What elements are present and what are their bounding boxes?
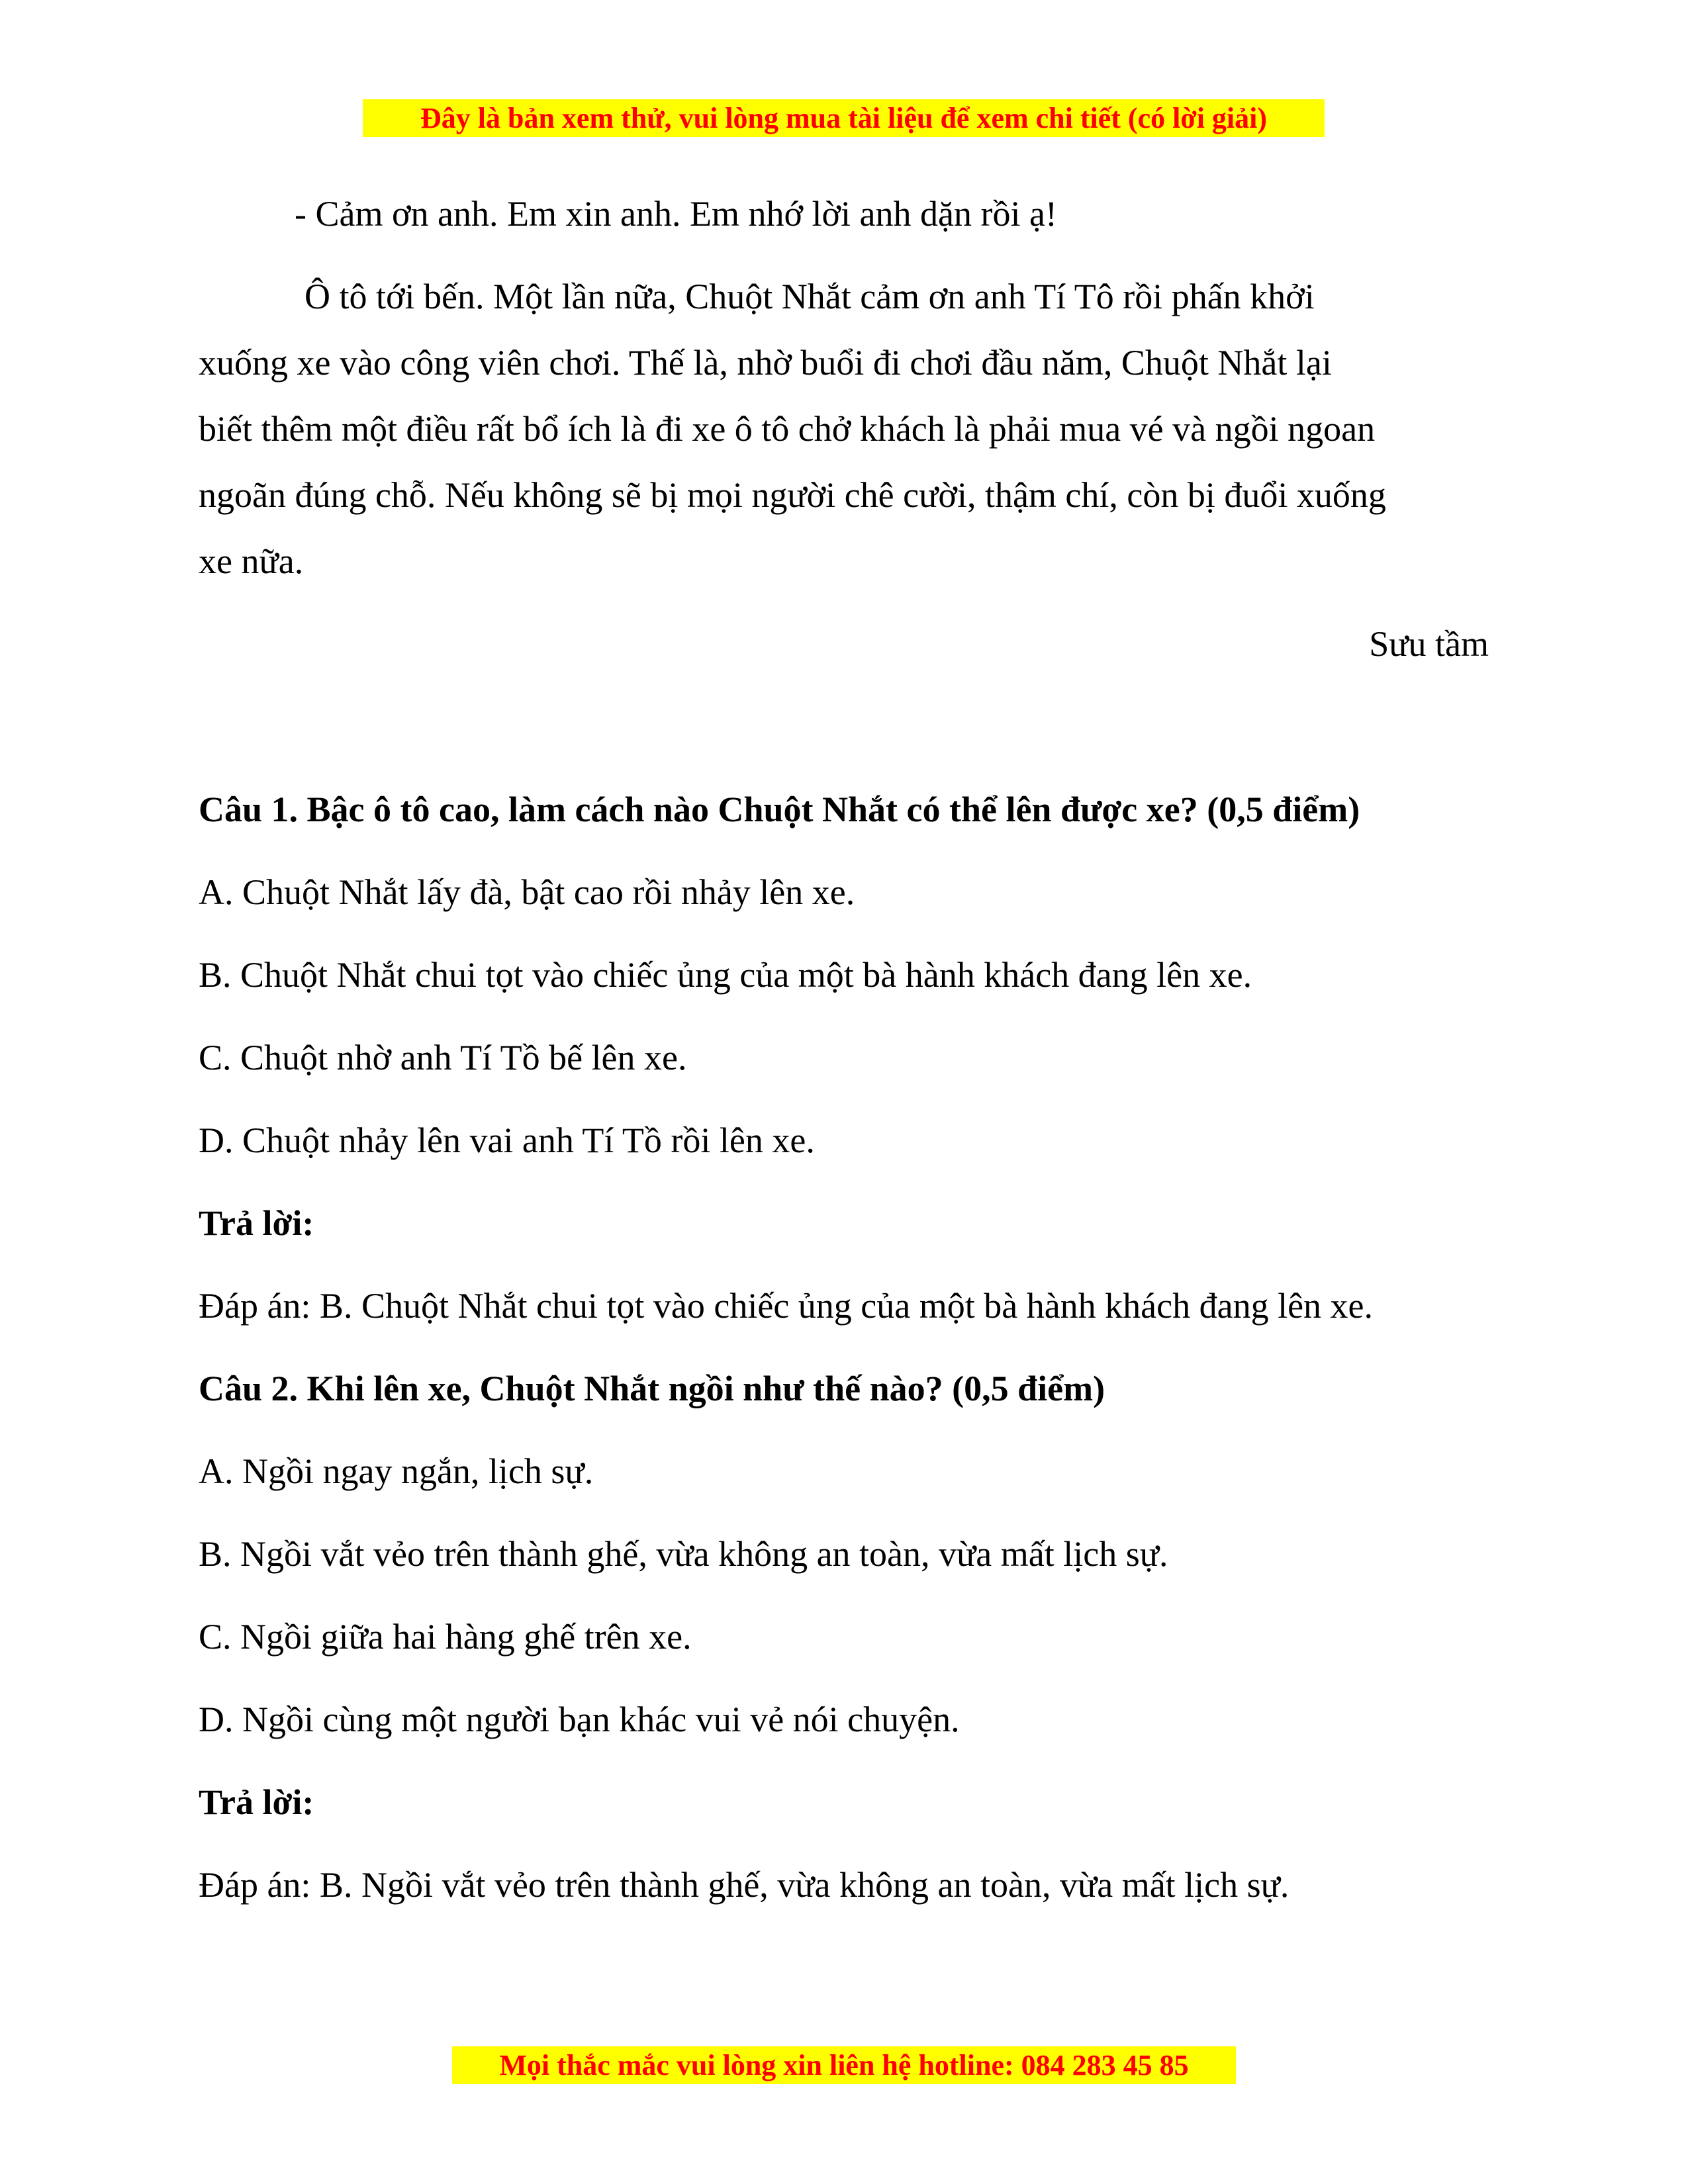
- answer-option: A. Ngồi ngay ngắn, lịch sự.: [199, 1451, 594, 1491]
- answer-label: Trả lời:: [199, 1203, 314, 1243]
- answer-option: B. Chuột Nhắt chui tọt vào chiếc ủng của một bà hành khách đang lên xe.: [199, 955, 1252, 995]
- answer-option: D. Chuột nhảy lên vai anh Tí Tồ rồi lên xe.: [199, 1120, 815, 1160]
- story-paragraph-line: biết thêm một điều rất bổ ích là đi xe ô tô chở khách là phải mua vé và ngồi ngoan: [199, 409, 1376, 449]
- preview-notice-banner: Đây là bản xem thử, vui lòng mua tài liệu để xem chi tiết (có lời giải): [363, 99, 1325, 137]
- answer-option: C. Ngồi giữa hai hàng ghế trên xe.: [199, 1617, 692, 1657]
- hotline-banner: Mọi thắc mắc vui lòng xin liên hệ hotline: 084 283 45 85: [452, 2046, 1236, 2084]
- story-paragraph-line: xuống xe vào công viên chơi. Thế là, nhờ buổi đi chơi đầu năm, Chuột Nhắt lại: [199, 343, 1332, 383]
- answer-option: B. Ngồi vắt vẻo trên thành ghế, vừa không an toàn, vừa mất lịch sự.: [199, 1534, 1168, 1574]
- story-source: Sưu tầm: [1369, 624, 1489, 664]
- answer-label: Trả lời:: [199, 1782, 314, 1822]
- question-title: Câu 2. Khi lên xe, Chuột Nhắt ngồi như thế nào? (0,5 điểm): [199, 1369, 1105, 1408]
- story-paragraph-line: Ô tô tới bến. Một lần nữa, Chuột Nhắt cảm ơn anh Tí Tô rồi phấn khởi: [305, 277, 1315, 316]
- story-dialogue: - Cảm ơn anh. Em xin anh. Em nhớ lời anh dặn rồi ạ!: [295, 194, 1057, 234]
- story-paragraph-line: ngoãn đúng chỗ. Nếu không sẽ bị mọi người chê cười, thậm chí, còn bị đuổi xuống: [199, 475, 1386, 515]
- story-paragraph-line: xe nữa.: [199, 541, 304, 581]
- correct-answer: Đáp án: B. Chuột Nhắt chui tọt vào chiếc ủng của một bà hành khách đang lên xe.: [199, 1286, 1374, 1326]
- answer-option: A. Chuột Nhắt lấy đà, bật cao rồi nhảy lên xe.: [199, 872, 855, 912]
- answer-option: C. Chuột nhờ anh Tí Tồ bế lên xe.: [199, 1038, 687, 1077]
- question-title: Câu 1. Bậc ô tô cao, làm cách nào Chuột Nhắt có thể lên được xe? (0,5 điểm): [199, 790, 1360, 829]
- answer-option: D. Ngồi cùng một người bạn khác vui vẻ nói chuyện.: [199, 1700, 960, 1739]
- correct-answer: Đáp án: B. Ngồi vắt vẻo trên thành ghế, vừa không an toàn, vừa mất lịch sự.: [199, 1865, 1289, 1905]
